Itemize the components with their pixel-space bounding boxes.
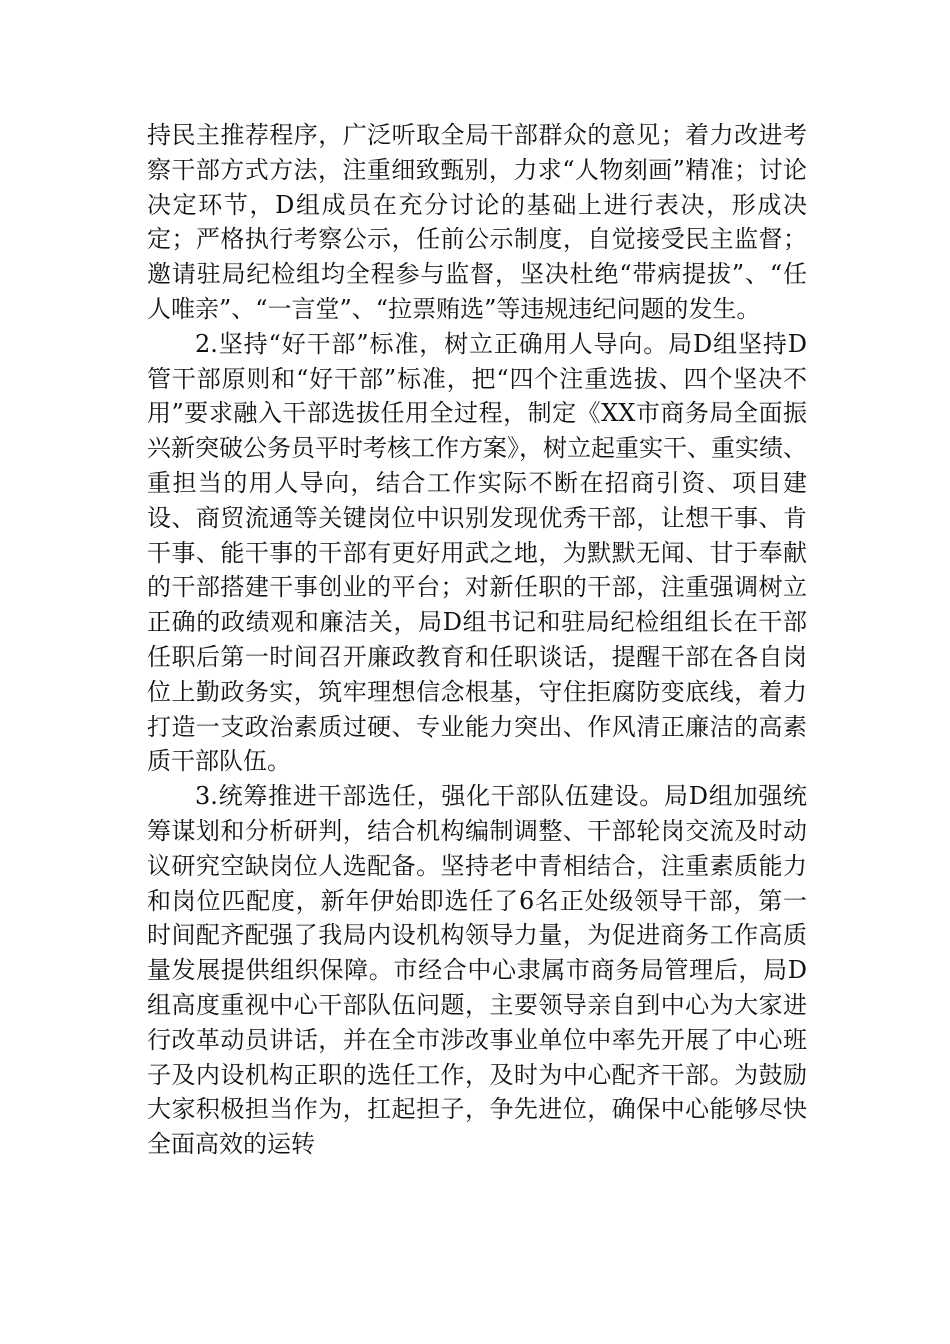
paragraph-item-2: 2.坚持“好干部”标准，树立正确用人导向。局D组坚持D管干部原则和“好干部”标准，把“四个注重选拔、四个坚决不用”要求融入干部选拔任用全过程，制定《XX市商务局全面振兴新突破公务员平时考核工作方案》，树立起重实干、重实绩、重担当的用人导向，结合工作实际不断在招商引资、项目建设、商贸流通等关键岗位中识别发现优秀干部，让想干事、肯干事、能干事的干部有更好用武之地，为默默无闻、甘于奉献的干部搭建干事创业的平台；对新任职的干部，注重强调树立正确的政绩观和廉洁关，局D组书记和驻局纪检组组长在干部任职后第一时间召开廉政教育和任职谈话，提醒干部在各自岗位上勤政务实，筑牢理想信念根基，守住拒腐防变底线，着力打造一支政治素质过硬、专业能力突出、作风清正廉洁的高素质干部队伍。 bbox=[147, 329, 807, 776]
paragraph-item-3: 3.统筹推进干部选任，强化干部队伍建设。局D组加强统筹谋划和分析研判，结合机构编制调整、干部轮岗交流及时动议研究空缺岗位人选配备。坚持老中青相结合，注重素质能力和岗位匹配度，新年伊始即选任了6名正处级领导干部，第一时间配齐配强了我局内设机构领导力量，为促进商务工作高质量发展提供组织保障。市经合中心隶属市商务局管理后，局D组高度重视中心干部队伍问题，主要领导亲自到中心为大家进行改革动员讲话，并在全市涉改事业单位中率先开展了中心班子及内设机构正职的选任工作，及时为中心配齐干部。为鼓励大家积极担当作为，扛起担子，争先进位，确保中心能够尽快全面高效的运转 bbox=[147, 782, 807, 1159]
paragraph-continuation: 持民主推荐程序，广泛听取全局干部群众的意见；着力改进考察干部方式方法，注重细致甄别，力求“人物刻画”精准；讨论决定环节，D组成员在充分讨论的基础上进行表决，形成决定；严格执行考察公示，任前公示制度，自觉接受民主监督；邀请驻局纪检组均全程参与监督，坚决杜绝“带病提拔”、“任人唯亲”、“一言堂”、“拉票贿选”等违规违纪问题的发生。 bbox=[147, 121, 807, 323]
document-body bbox=[147, 118, 807, 1162]
